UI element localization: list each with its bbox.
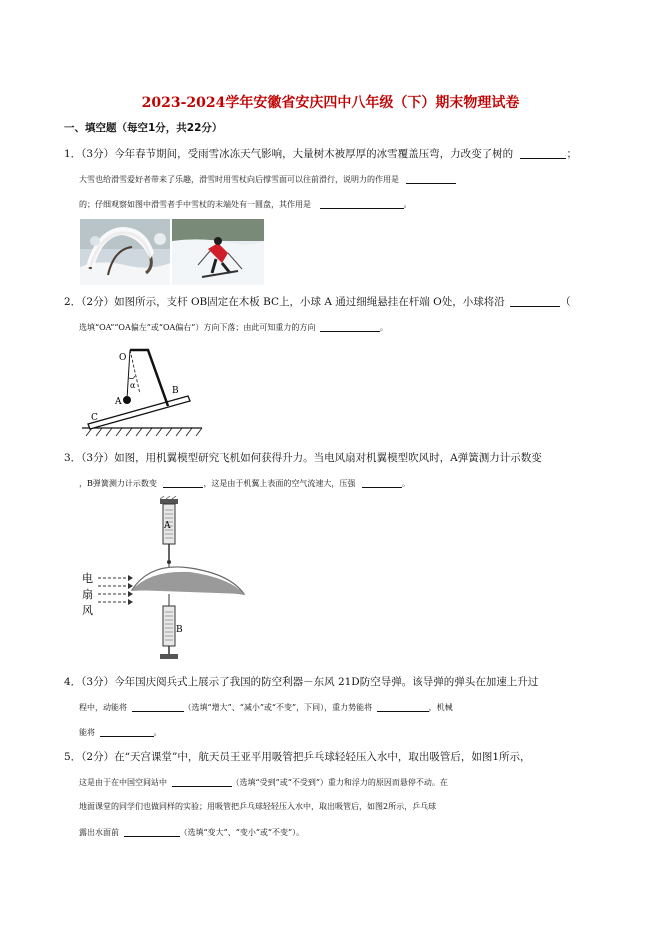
label-o: O: [119, 353, 127, 363]
q2-blank-2[interactable]: [320, 320, 380, 332]
label-fan-2: 扇: [82, 588, 93, 601]
q3-wing-figure: [80, 496, 280, 662]
q5-line-4: 露出水面前 （选填“变大”、“变小”或“不变”）。: [79, 825, 619, 840]
q1-line-3: 的；仔细观察如图中滑雪者手中雪杖的末端处有一圆盘，其作用是 。: [79, 197, 619, 212]
label-a: A: [164, 521, 171, 531]
q4-line-2: 程中，动能将 （选填“增大”、“减小”或“不变”，下同），重力势能将 ，机械: [79, 700, 619, 715]
q5-line-2: 这是由于在中国空间站中 （选填“受到”或“不受到”）重力和浮力的原因而悬停不动。在: [79, 775, 619, 790]
skier-photo: [172, 219, 264, 285]
label-alpha: α: [130, 381, 136, 390]
q1-line-1: 1．（3分）今年春节期间，受雨雪冰冻天气影响，大量树木被厚厚的冰雪覆盖压弯，力改变了树的 ；: [64, 148, 577, 160]
q3-blank-2[interactable]: [362, 476, 402, 488]
label-b: B: [176, 625, 183, 635]
q4-blank-1[interactable]: [132, 700, 184, 712]
q4-line-3: 能将 。: [79, 725, 619, 740]
q5-blank-1[interactable]: [172, 775, 232, 787]
page-title: 2023-2024学年安徽省安庆四中八年级（下）期末物理试卷: [141, 95, 520, 111]
q3-blank-1[interactable]: [163, 476, 203, 488]
q2-pendulum-figure: [80, 344, 204, 438]
snow-covered-trees-photo: [80, 219, 170, 285]
q1-line-2: 大雪也给滑雪爱好者带来了乐趣，滑雪时用雪杖向后撑雪面可以往前滑行，说明力的作用是: [79, 172, 619, 187]
q4-blank-2[interactable]: [377, 700, 429, 712]
q4-line-1: 4．（3分）今年国庆阅兵式上展示了我国的防空利器－东风 21D防空导弹。该导弹的弹头在加速上升过: [64, 676, 539, 688]
section-heading: 一、填空题（每空1分，共22分）: [64, 122, 223, 134]
q3-line-2: ，B弹簧测力计示数变 ，这是由于机翼上表面的空气流速大，压强 。: [79, 476, 619, 491]
label-fan-3: 风: [82, 604, 93, 617]
label-a: A: [115, 397, 122, 407]
q5-blank-2[interactable]: [124, 825, 180, 837]
q5-line-3: 地面课堂的同学们也做同样的实验；用吸管把乒乓球轻轻压入水中，取出吸管后，如图2所示，乒乓球: [79, 802, 437, 811]
label-fan-1: 电: [82, 572, 93, 585]
q2-blank-1[interactable]: [510, 295, 560, 307]
q2-line-1: 2．（2分）如图所示，支杆 OB固定在木板 BC上，小球 A 通过细绳悬挂在杆端 O处，小球将沿 （: [64, 296, 571, 308]
q1-blank-2[interactable]: [406, 172, 456, 184]
q1-blank-1[interactable]: [520, 147, 566, 159]
label-b: B: [172, 386, 179, 396]
q5-line-1: 5．（2分）在“天宫课堂”中，航天员王亚平用吸管把乒乓球轻轻压入水中，取出吸管后，如图1所示，: [64, 751, 531, 763]
q3-line-1: 3．（3分）如图，用机翼模型研究飞机如何获得升力。当电风扇对机翼模型吹风时，A弹簧测力计示数变: [64, 452, 542, 464]
q4-blank-3[interactable]: [100, 725, 154, 737]
q2-line-2: 选填“OA”“OA偏左”或“OA偏右”）方向下落；由此可知重力的方向 。: [79, 320, 619, 335]
q1-blank-3[interactable]: [320, 197, 404, 209]
label-c: C: [91, 413, 98, 423]
